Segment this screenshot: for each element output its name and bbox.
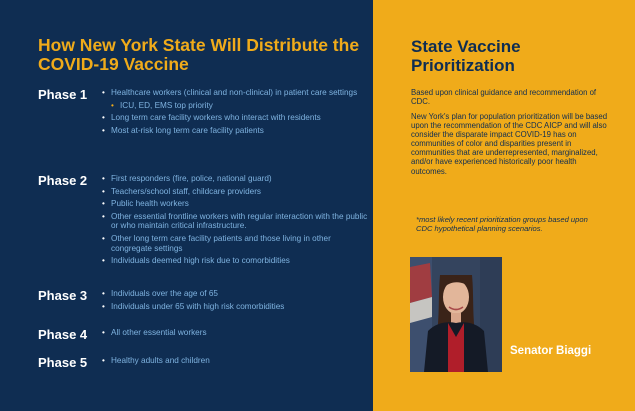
phase-item: • Individuals over the age of 65 [102, 289, 372, 299]
phase-label: Phase 3 [38, 288, 88, 303]
phase-label: Phase 5 [38, 355, 88, 370]
phase-label: Phase 4 [38, 327, 88, 342]
phase-item: • Long term care facility workers who interact with residents [102, 113, 372, 123]
right-paragraph-2: New York's plan for population prioritization will be based upon the recommendation of the CDC AICP and will also consider the disparate impact COVID-19 has on communities of color and disparities present in communities that are underrepresented, marginalized, and/or have experienced historically poor health outcomes. [411, 112, 608, 176]
phase-items [102, 174, 372, 269]
phase-item: • First responders (fire, police, national guard) [102, 174, 372, 184]
main-title: How New York State Will Distribute the COVID-19 Vaccine [38, 35, 360, 74]
phase-items [102, 356, 372, 369]
phase-item: • Other long term care facility patients and those living in other congregate settings [102, 234, 372, 253]
phase-item: • Healthcare workers (clinical and non-clinical) in patient care settings [102, 88, 372, 98]
phase-item: • All other essential workers [102, 328, 372, 338]
right-paragraph-1: Based upon clinical guidance and recommendation of CDC. [411, 88, 597, 107]
phase-label: Phase 1 [38, 87, 88, 102]
phase-items [102, 328, 372, 341]
phase-items [102, 88, 372, 138]
senator-photo [410, 257, 502, 372]
phase-item: • Individuals under 65 with high risk comorbidities [102, 302, 372, 312]
phase-item: • Teachers/school staff, childcare providers [102, 187, 372, 197]
phase-label: Phase 2 [38, 173, 88, 188]
phase-item: • Other essential frontline workers with regular interaction with the public or who maintain critical infrastructure. [102, 212, 372, 231]
phase-item: • Healthy adults and children [102, 356, 372, 366]
phase-item: • Most at-risk long term care facility patients [102, 126, 372, 136]
phase-item: • Individuals deemed high risk due to comorbidities [102, 256, 372, 266]
phase-item: • Public health workers [102, 199, 372, 209]
footnote: *most likely recent prioritization groups based upon CDC hypothetical planning scenarios. [416, 215, 588, 234]
senator-name: Senator Biaggi [510, 345, 592, 357]
phase-items [102, 289, 372, 314]
right-title: State Vaccine Prioritization [411, 37, 521, 75]
senator-portrait [410, 257, 502, 372]
phase-subitem: • ICU, ED, EMS top priority [111, 101, 372, 111]
